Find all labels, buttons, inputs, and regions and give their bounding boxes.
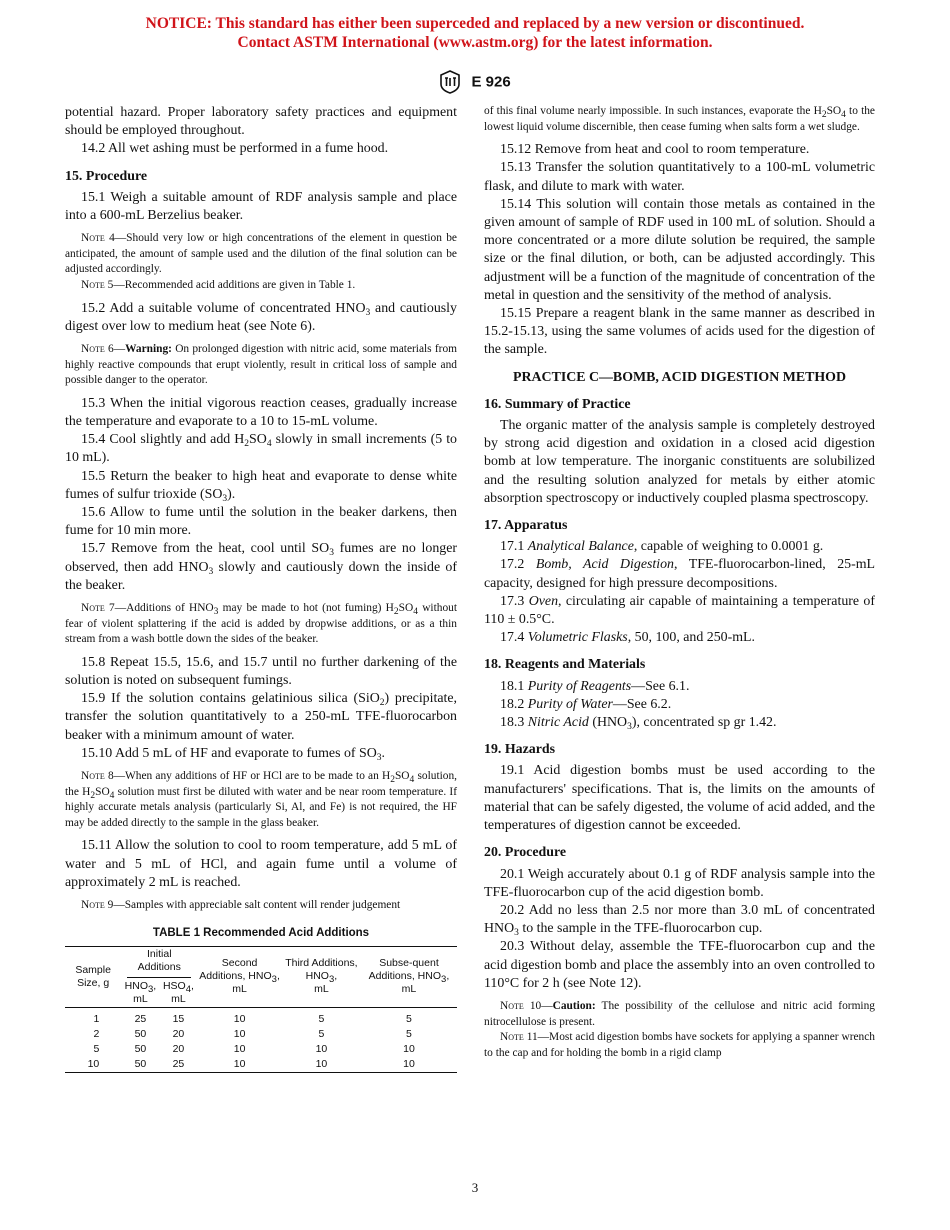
page-number: 3 bbox=[471, 1180, 479, 1195]
paragraph-20-1: 20.1 Weigh accurately about 0.1 g of RDF analysis sample into the TFE-fluorocarbon cup of the acid digestion bomb. bbox=[484, 866, 875, 900]
paragraph-20-2: 20.2 Add no less than 2.5 nor more than 3.0 mL of concentrated $HNO_3$ to the sample in the TFE-fluorocarbon cup. bbox=[484, 902, 875, 939]
paragraph-15-13: 15.13 Transfer the solution quantitatively to a 100-mL volumetric flask, and dilute to mark with water. bbox=[484, 160, 875, 194]
right-column bbox=[484, 104, 875, 1061]
notice-banner bbox=[0, 14, 950, 52]
col-header-third: Third Additions, $HNO_3$, mL bbox=[282, 946, 361, 1007]
paragraph-15-14: 15.14 This solution will contain those metals as contained in the given amount of sample of RDF used in 100 mL of solution. Should a more concentrated or a more dilute solution be required, the sample size or the final dilution, or both, can be adjusted accordingly. This adjustment will be a function of the magnitude of concentration of the metal in question and the sensitivity of the method of analysis. bbox=[484, 196, 875, 303]
paragraph-19-1: 19.1 Acid digestion bombs must be used according to the manufacturers' specifications. That is, the limits on the amounts of material that can be safely digested, the volume of acid added, and the temperatures of digestion cannot be exceeded. bbox=[484, 763, 875, 834]
paragraph-15-7: 15.7 Remove from the heat, cool until $SO_3$ fumes are no longer observed, then add $HNO_3$ slowly and cautiously down the inside of the beaker. bbox=[65, 541, 457, 593]
paragraph-15-15: 15.15 Prepare a reagent blank in the same manner as described in 15.2-15.13, using the same volumes of acids used for the digestion of the sample. bbox=[484, 306, 875, 358]
acid-additions-table bbox=[65, 946, 457, 1073]
paragraph-15-10: 15.10 Add 5 mL of HF and evaporate to fumes of $SO_3$. bbox=[81, 745, 386, 763]
notice-line-1: NOTICE: This standard has either been superceded and replaced by a new version or discontinued. bbox=[145, 15, 805, 32]
paragraph-15-9: 15.9 If the solution contains gelatinious silica (SiO$_2$) precipitate, transfer the solution quantitatively to a 250-mL TFE-fluorocarbon beaker with a minimum amount of water. bbox=[65, 691, 458, 743]
note-9: Note 9—Samples with appreciable salt content will render judgement bbox=[81, 899, 401, 911]
section-heading-15: 15. Procedure bbox=[65, 168, 148, 184]
section-heading-16: 16. Summary of Practice bbox=[484, 396, 631, 412]
col-header-initial: Initial Additions bbox=[121, 946, 197, 979]
section-heading-17: 17. Apparatus bbox=[484, 518, 568, 534]
note-6: Note 6—Warning: On prolonged digestion with nitric acid, some materials from highly reactive compounds that erupt violently, result in critical loss of sample and possible danger to the operator. bbox=[65, 343, 457, 387]
note-8: Note 8—When any additions of HF or HCl are to be made to an $H_2SO_4$ solution, the $H_2SO_4$ solution must first be diluted with water and be near room temperature. If highly accurate metals analysis (particularly Si, Al, and Fe) is not required, the HF may be added directly to the sample in the glass beaker. bbox=[65, 770, 458, 829]
paragraph-15-12: 15.12 Remove from heat and cool to room temperature. bbox=[500, 142, 810, 158]
paragraph-17-2: 17.2 Bomb, Acid Digestion, TFE-fluorocarbon-lined, 25-mL capacity, designed for high pressure decompositions. bbox=[484, 557, 876, 591]
paragraph-20-3: 20.3 Without delay, assemble the TFE-fluorocarbon cup and the acid digestion bomb and place the assembly into an oven controlled to 110°C for 2 h (see Note 12). bbox=[484, 939, 875, 991]
col-header-subsequent: Subse-quent Additions, $HNO_3$, mL bbox=[361, 946, 457, 1007]
table-row: 5 50 20 10 10 10 bbox=[93, 1042, 415, 1055]
table-caption: TABLE 1 Recommended Acid Additions bbox=[152, 926, 370, 939]
left-column bbox=[65, 104, 457, 1073]
paragraph-16: The organic matter of the analysis sample is completely destroyed by strong acid digestion and oxidation in a closed acid digestion bomb at low temperature. The inorganic constituents are solubilized and the resulting solution analyzed for metals by either atomic absorption spectroscopy or inductively coupled plasma spectroscopy. bbox=[484, 418, 875, 506]
table-row: 1 25 15 10 5 5 bbox=[93, 1012, 412, 1025]
paragraph-15-11: 15.11 Allow the solution to cool to room temperature, add 5 mL of water and 5 mL of HCl, and again fume until a volume of approximately 2 mL is reached. bbox=[65, 838, 457, 890]
notice-line-2: Contact ASTM International (www.astm.org) for the latest information. bbox=[237, 34, 713, 51]
note-7: Note 7—Additions of $HNO_3$ may be made to hot (not fuming) $H_2SO_4$ without fear of violent splattering if the acid is added by dropwise additions, or as a thin stream from a wash bottle down the sides of the beaker. bbox=[65, 602, 457, 646]
paragraph: potential hazard. Proper laboratory safety practices and equipment should be employed throughout. bbox=[65, 105, 457, 139]
col-header-hso4: $HSO_4$, mL bbox=[160, 979, 198, 1008]
paragraph-15-6: 15.6 Allow to fume until the solution in the beaker darkens, then fume for 10 min more. bbox=[65, 505, 457, 539]
note-4: Note 4—Should very low or high concentrations of the element in question be anticipated, the amount of sample used and the dilution of the final solution can be adjusted accordingly. bbox=[65, 232, 457, 276]
note-9-continued: of this final volume nearly impossible. In such instances, evaporate the $H_2SO_4$ to the lowest liquid volume discernible, then cease fuming when salts form a wet sludge. bbox=[484, 105, 875, 133]
note-10: Note 10—Caution: The possibility of the cellulose and nitric acid forming nitrocellulose is present. bbox=[484, 999, 875, 1028]
paragraph-17-1: 17.1 Analytical Balance, capable of weighing to 0.0001 g. bbox=[500, 539, 824, 555]
paragraph-17-3: 17.3 Oven, circulating air capable of maintaining a temperature of 110 ± 0.5°C. bbox=[484, 593, 876, 628]
paragraph-15-2: 15.2 Add a suitable volume of concentrated $HNO_3$ and cautiously digest over low to medium heat (see Note 6). bbox=[65, 300, 457, 334]
paragraph-15-8: 15.8 Repeat 15.5, 15.6, and 15.7 until no further darkening of the solution is noted on subsequent fumings. bbox=[65, 654, 457, 688]
col-header-second: Second Additions, $HNO_3$, mL bbox=[197, 946, 282, 1007]
section-heading-18: 18. Reagents and Materials bbox=[484, 657, 646, 673]
paragraph-15-4: 15.4 Cool slightly and add $H_2SO_4$ slowly in small increments (5 to 10 mL). bbox=[65, 432, 457, 466]
paragraph-15-3: 15.3 When the initial vigorous reaction ceases, gradually increase the temperature and evaporate to a 10 to 15-mL volume. bbox=[65, 395, 457, 429]
section-heading-19: 19. Hazards bbox=[484, 742, 555, 758]
col-header-sample: Sample Size, g bbox=[65, 946, 121, 1007]
paragraph-14-2: 14.2 All wet ashing must be performed in a fume hood. bbox=[81, 141, 389, 157]
paragraph-15-5: 15.5 Return the beaker to high heat and evaporate to dense white fumes of sulfur trioxide $(SO_3)$. bbox=[65, 468, 457, 504]
astm-logo-icon bbox=[439, 70, 461, 94]
paragraph-15-1: 15.1 Weigh a suitable amount of RDF analysis sample and place into a 600-mL Berzelius beaker. bbox=[65, 189, 457, 224]
table-row: 2 50 20 10 5 5 bbox=[93, 1027, 412, 1040]
paragraph-18-1: 18.1 Purity of Reagents—See 6.1. bbox=[500, 678, 690, 694]
designation: E 926 bbox=[471, 73, 511, 91]
table-row: 10 50 25 10 10 10 bbox=[65, 1057, 457, 1073]
section-heading-20: 20. Procedure bbox=[484, 845, 567, 861]
note-5: Note 5—Recommended acid additions are given in Table 1. bbox=[81, 279, 356, 291]
paragraph-17-4: 17.4 Volumetric Flasks, 50, 100, and 250-mL. bbox=[500, 630, 756, 646]
practice-c-heading: PRACTICE C—BOMB, ACID DIGESTION METHOD bbox=[512, 369, 847, 385]
page-header bbox=[0, 70, 950, 94]
paragraph-18-2: 18.2 Purity of Water—See 6.2. bbox=[500, 696, 672, 712]
paragraph-18-3: 18.3 Nitric Acid $(HNO_3)$, concentrated sp gr 1.42. bbox=[500, 715, 777, 733]
note-11: Note 11—Most acid digestion bombs have sockets for applying a spanner wrench to the cap and for holding the bomb in a rigid clamp bbox=[484, 1031, 875, 1059]
col-header-hno3: $HNO_3$, mL bbox=[121, 979, 159, 1008]
